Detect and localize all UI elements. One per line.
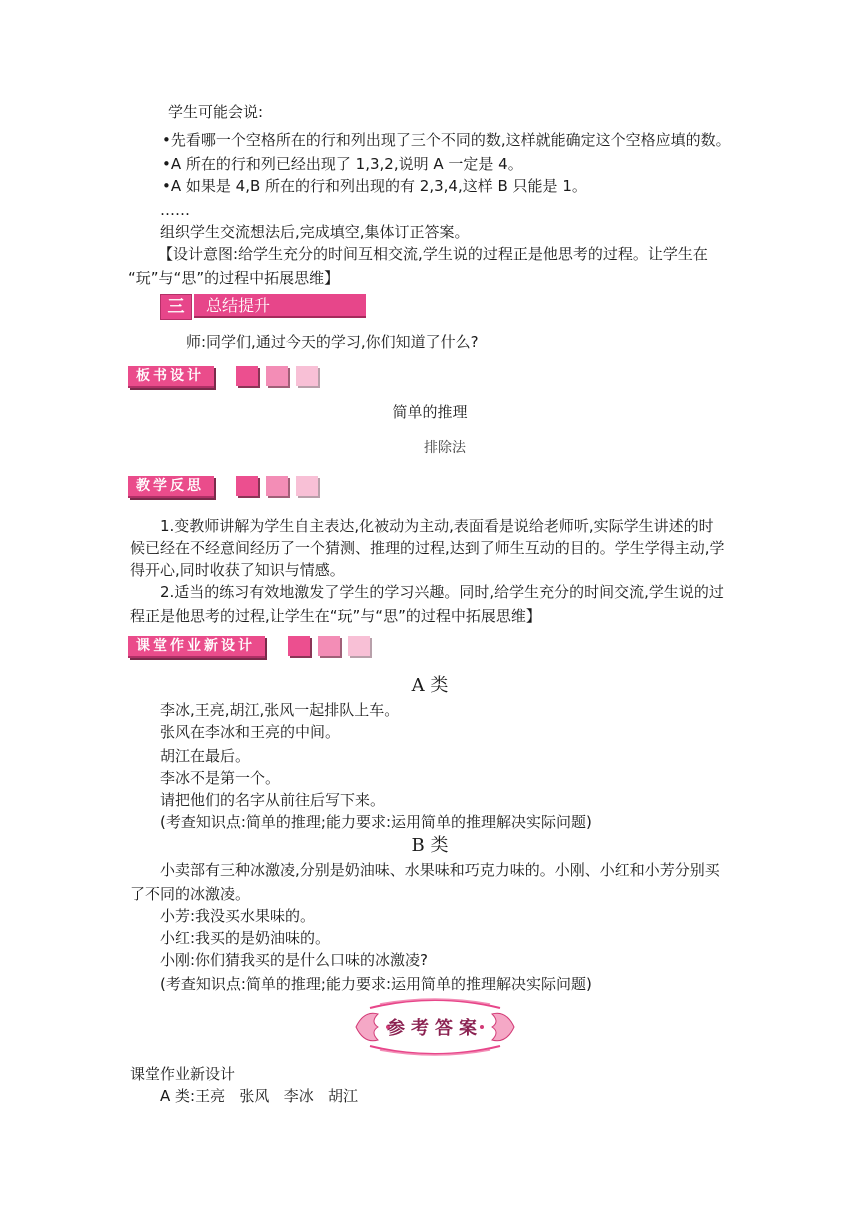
- problem-b-line: 小红:我买的是奶油味的。: [160, 929, 331, 947]
- design-intent: “玩”与“思”的过程中拓展思维】: [128, 269, 340, 287]
- problem-a-line: 胡江在最后。: [160, 747, 251, 765]
- design-intent: 【设计意图:给学生充分的时间互相交流,学生说的过程正是他思考的过程。让学生在: [158, 245, 708, 263]
- answers-heading: 课堂作业新设计: [130, 1065, 236, 1083]
- problem-b-line: 小卖部有三种冰激凌,分别是奶油味、水果味和巧克力味的。小刚、小红和小芳分别买: [160, 861, 720, 879]
- reflection-line: 2.适当的练习有效地激发了学生的学习兴趣。同时,给学生充分的时间交流,学生说的过: [160, 583, 724, 601]
- problem-a-line: 请把他们的名字从前往后写下来。: [160, 791, 386, 809]
- answer-ornament-label: 参考答案: [387, 1018, 483, 1039]
- section-number: 三: [160, 294, 192, 320]
- banner-square: [296, 476, 318, 496]
- reflection-line: 得开心,同时收获了知识与情感。: [130, 561, 345, 579]
- reflection-line: 候已经在不经意间经历了一个猜测、推理的过程,达到了师生互动的目的。学生学得主动,学: [130, 539, 725, 557]
- section-heading-summary: [160, 294, 368, 320]
- problem-a-line: 张风在李冰和王亮的中间。: [160, 723, 341, 741]
- intro-line: •A 所在的行和列已经出现了 1,3,2,说明 A 一定是 4。: [162, 155, 523, 173]
- banner-square: [266, 366, 288, 386]
- intro-line: •A 如果是 4,B 所在的行和列出现的有 2,3,4,这样 B 只能是 1。: [162, 177, 587, 195]
- banner-homework: [128, 636, 378, 658]
- banner-label: 课堂作业新设计: [128, 636, 265, 658]
- board-subtitle: 排除法: [424, 440, 466, 456]
- banner-square: [318, 636, 340, 656]
- problem-b-note: (考查知识点:简单的推理;能力要求:运用简单的推理解决实际问题): [160, 975, 592, 993]
- intro-line: 组织学生交流想法后,完成填空,集体订正答案。: [160, 223, 470, 241]
- banner-square: [296, 366, 318, 386]
- answer-ornament: [350, 996, 520, 1058]
- banner-label: 教学反思: [128, 476, 214, 498]
- problem-a-line: 李冰,王亮,胡江,张风一起排队上车。: [160, 701, 400, 719]
- problem-a-note: (考查知识点:简单的推理;能力要求:运用简单的推理解决实际问题): [160, 813, 592, 831]
- banner-square: [236, 366, 258, 386]
- problem-b-line: 小刚:你们猜我买的是什么口味的冰激凌?: [160, 951, 429, 969]
- intro-line: ……: [160, 201, 190, 219]
- reflection-line: 1.变教师讲解为学生自主表达,化被动为主动,表面看是说给老师听,实际学生讲述的时: [160, 517, 714, 535]
- problem-a-line: 李冰不是第一个。: [160, 769, 281, 787]
- intro-line: •先看哪一个空格所在的行和列出现了三个不同的数,这样就能确定这个空格应填的数。: [162, 131, 731, 149]
- banner-board-design: [128, 366, 328, 388]
- intro-line: 学生可能会说:: [168, 103, 264, 121]
- category-a-title: A 类: [411, 675, 449, 696]
- banner-square: [236, 476, 258, 496]
- banner-reflection: [128, 476, 328, 498]
- banner-square: [288, 636, 310, 656]
- summary-text: 师:同学们,通过今天的学习,你们知道了什么?: [186, 333, 479, 351]
- banner-square: [348, 636, 370, 656]
- problem-b-line: 了不同的冰激凌。: [130, 885, 251, 903]
- reflection-line: 程正是他思考的过程,让学生在“玩”与“思”的过程中拓展思维】: [130, 607, 541, 625]
- answer-a: A 类:王亮 张风 李冰 胡江: [160, 1087, 358, 1105]
- banner-square: [266, 476, 288, 496]
- section-title: 总结提升: [194, 294, 366, 318]
- problem-b-line: 小芳:我没买水果味的。: [160, 907, 316, 925]
- board-title: 简单的推理: [392, 403, 468, 421]
- category-b-title: B 类: [411, 835, 449, 856]
- banner-label: 板书设计: [128, 366, 214, 388]
